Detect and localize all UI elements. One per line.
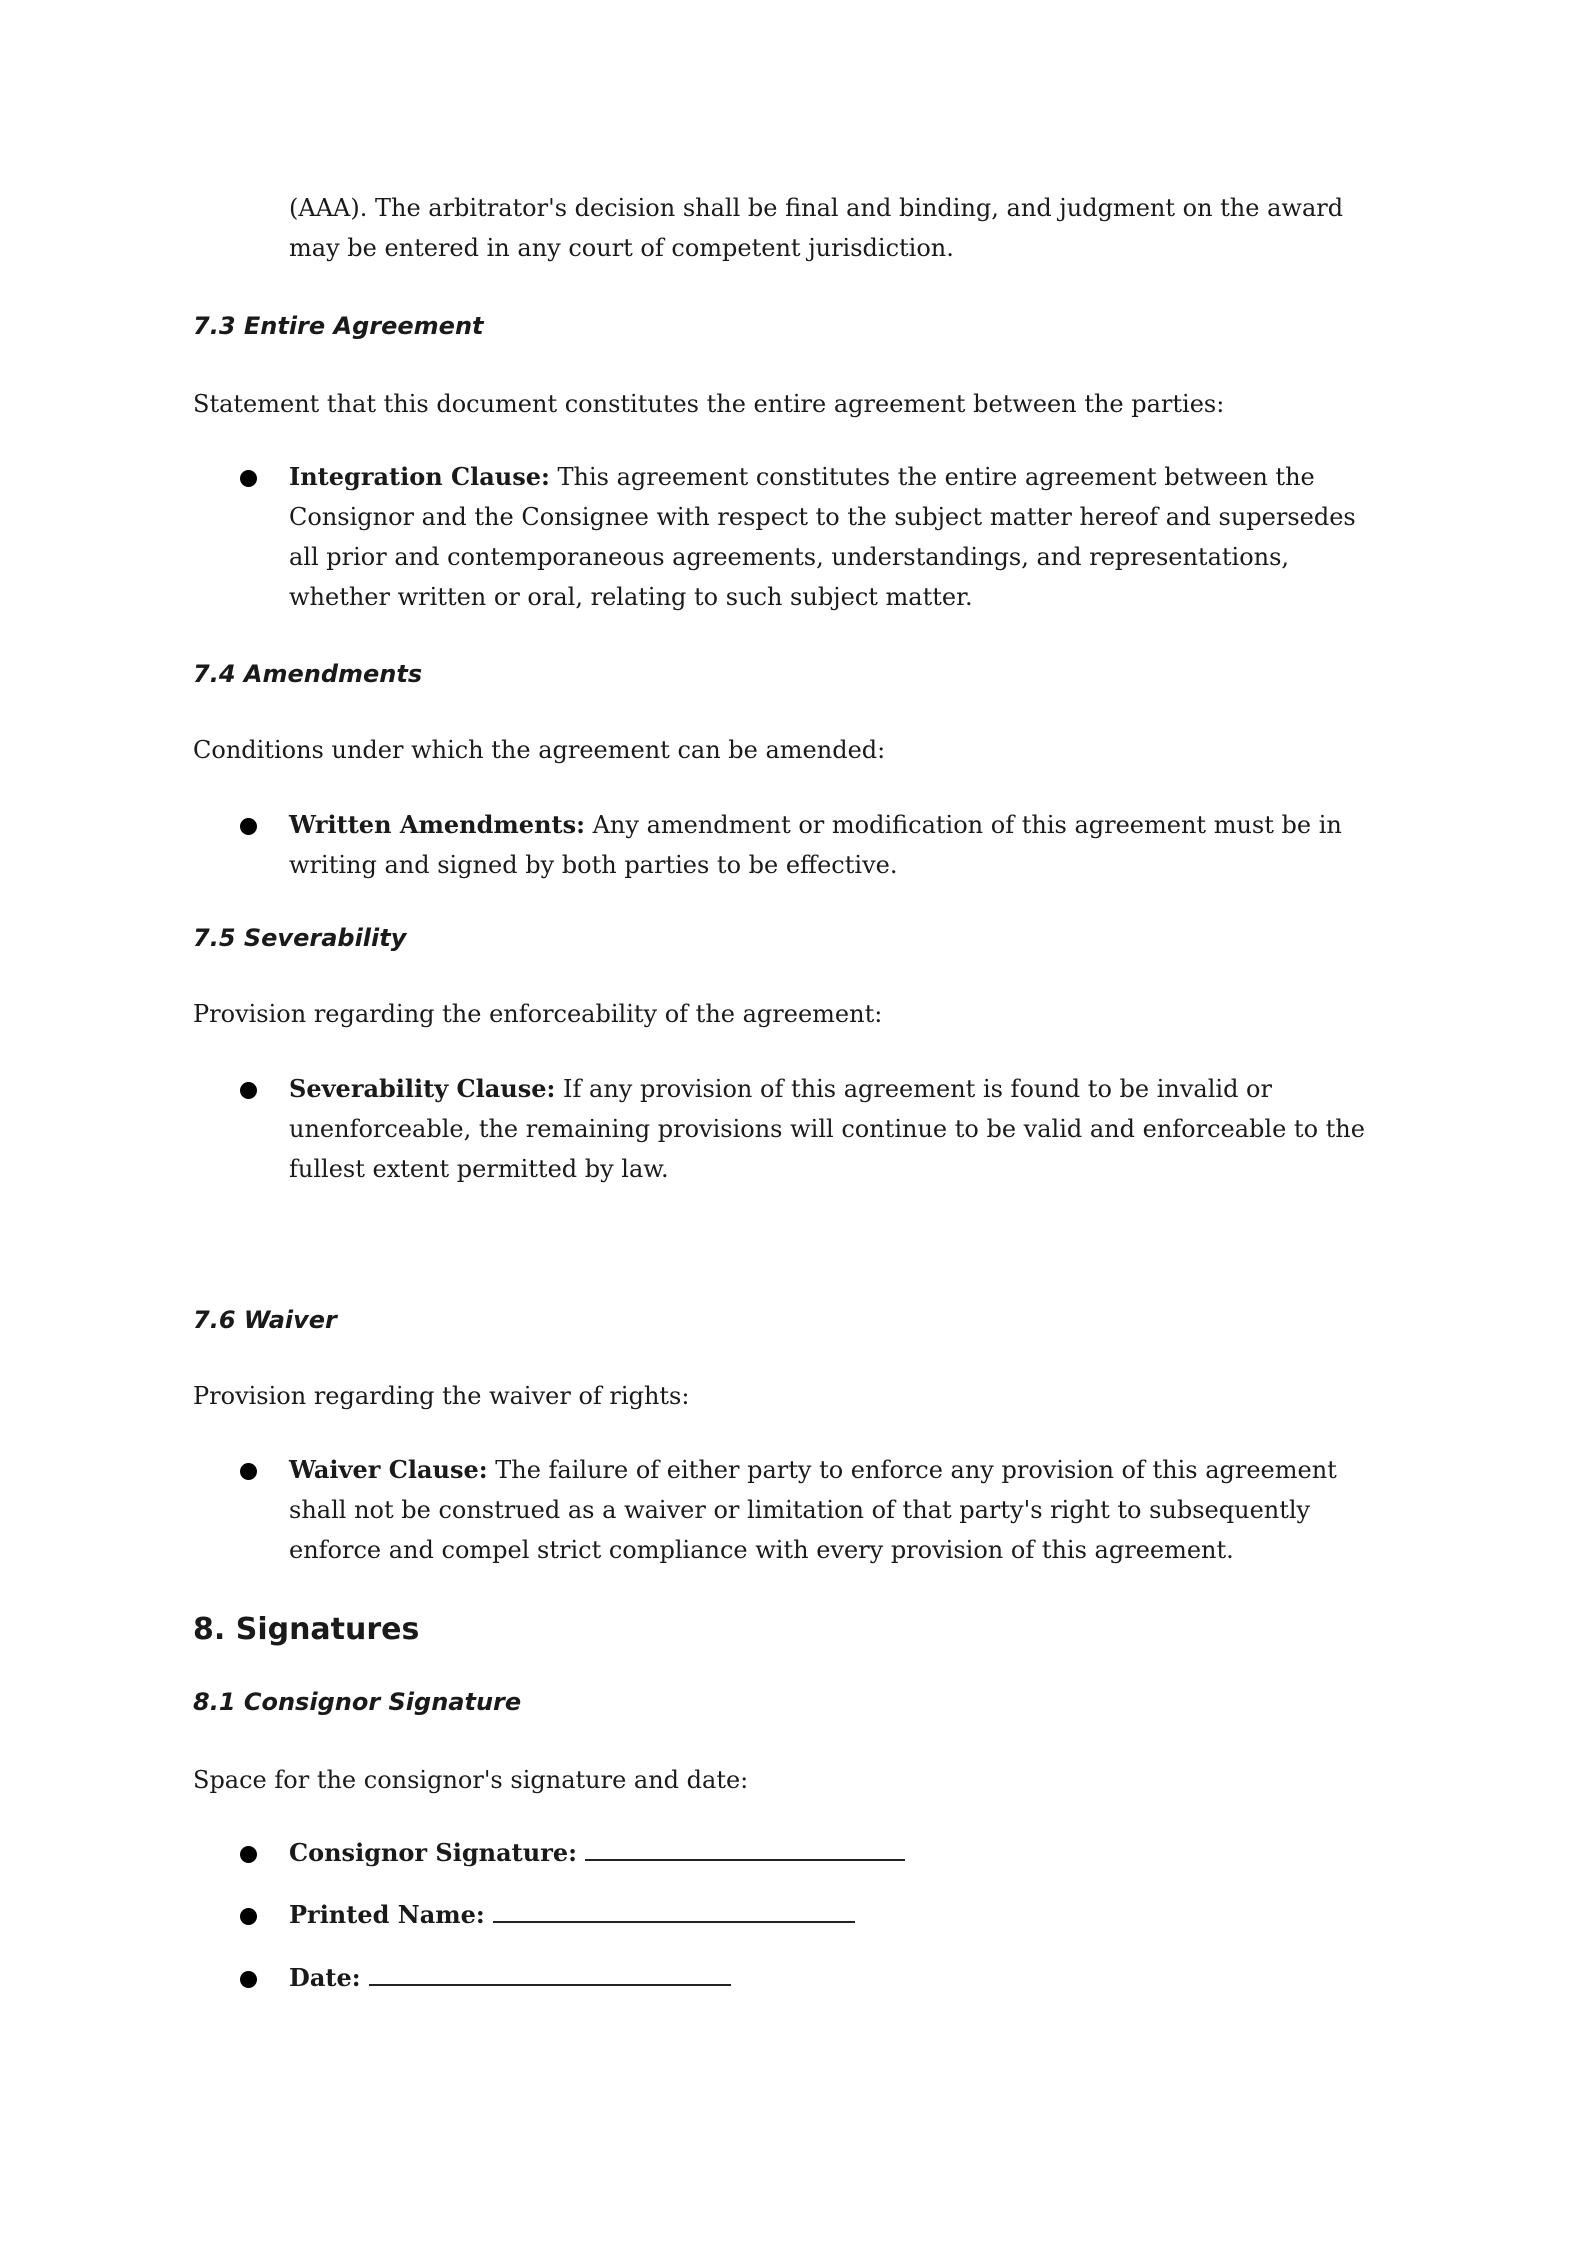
bullet-icon: [240, 1846, 257, 1863]
heading-7-6: 7.6 Waiver: [193, 1306, 337, 1334]
bullet-text: [289, 1958, 1389, 1998]
heading-7-4: 7.4 Amendments: [193, 660, 423, 688]
bullet-text: [289, 1833, 1389, 1873]
bullet-body: If any provision of this agreement is found to be invalid or unenforceable, the remaining provisions will continue to be valid and enforceable to the fullest extent permitted by law.: [289, 1075, 1365, 1183]
bullet-label: Waiver Clause:: [289, 1455, 488, 1484]
bullet-icon: [240, 1908, 257, 1925]
heading-8: 8. Signatures: [193, 1612, 420, 1647]
bullet-icon: [240, 1971, 257, 1988]
bullet-text: [289, 1069, 1389, 1189]
intro-7-3: Statement that this document constitutes the entire agreement between the parties:: [193, 390, 1225, 418]
bullet-icon: [240, 818, 257, 835]
bullet-text: [289, 1450, 1389, 1570]
bullet-body: This agreement constitutes the entire agreement between the Consignor and the Consignee with respect to the subject matter hereof and supersedes all prior and contemporaneous agreements, understandings, and representations, whether written or oral, relating to such subject matter.: [289, 463, 1356, 611]
heading-8-1: 8.1 Consignor Signature: [193, 1688, 522, 1716]
date-line[interactable]: [369, 1960, 731, 1986]
bullet-text: [289, 457, 1389, 617]
field-label: Consignor Signature:: [289, 1838, 577, 1867]
bullet-label: Severability Clause:: [289, 1074, 556, 1103]
printed-name-line[interactable]: [493, 1897, 855, 1923]
bullet-label: Written Amendments:: [289, 810, 585, 839]
heading-7-3: 7.3 Entire Agreement: [193, 312, 484, 340]
intro-7-5: Provision regarding the enforceability of the agreement:: [193, 1000, 883, 1028]
bullet-body: Any amendment or modification of this agreement must be in writing and signed by both parties to be effective.: [289, 811, 1342, 879]
bullet-icon: [240, 1463, 257, 1480]
heading-7-5: 7.5 Severability: [193, 924, 407, 952]
intro-8-1: Space for the consignor's signature and date:: [193, 1766, 749, 1794]
field-label: Printed Name:: [289, 1900, 485, 1929]
bullet-icon: [240, 470, 257, 487]
continuation-paragraph: (AAA). The arbitrator's decision shall be final and binding, and judgment on the award may be entered in any court of competent jurisdiction.: [289, 194, 1344, 262]
field-label: Date:: [289, 1963, 361, 1992]
bullet-icon: [240, 1082, 257, 1099]
signature-line[interactable]: [585, 1835, 905, 1861]
bullet-text: [289, 1895, 1389, 1935]
intro-7-4: Conditions under which the agreement can be amended:: [193, 736, 886, 764]
bullet-text: [289, 805, 1389, 885]
bullet-label: Integration Clause:: [289, 462, 550, 491]
intro-7-6: Provision regarding the waiver of rights:: [193, 1382, 690, 1410]
bullet-body: The failure of either party to enforce any provision of this agreement shall not be construed as a waiver or limitation of that party's right to subsequently enforce and compel strict compliance with every provision of this agreement.: [289, 1456, 1337, 1564]
